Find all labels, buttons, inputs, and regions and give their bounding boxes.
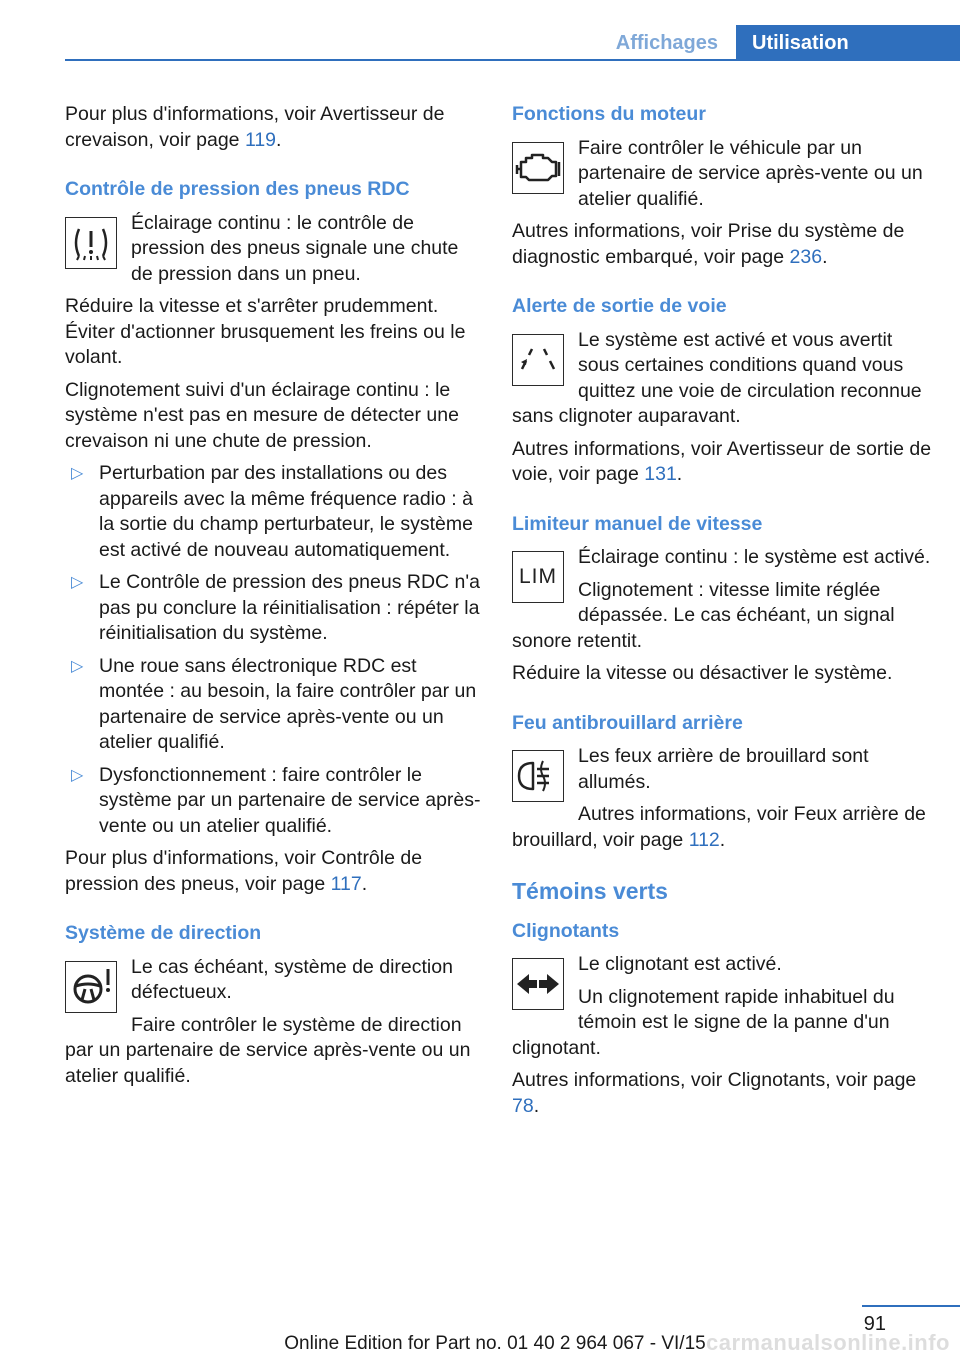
page-link[interactable]: 78 [512,1094,534,1117]
section-heading-green-indicators: Témoins verts [512,878,668,904]
right-column [512,102,932,1126]
rear-fog-light-icon [512,750,564,802]
intro-paragraph: Pour plus d'informations, voir Avertisseur de crevaison, voir page 119. [65,103,445,151]
header-rule [65,59,736,61]
section-heading-steering: Système de direction [65,922,262,944]
speed-limiter-icon [512,551,564,603]
footer-rule [862,1305,960,1307]
turn-signal-arrows-icon [512,958,564,1010]
fog-paragraph: Les feux arrière de brouillard sont allumés. [578,745,869,793]
engine-more-info: Autres informations, voir Prise du système de diagnostic embarqué, voir page 236. [512,220,905,268]
page-link[interactable]: 131 [644,463,677,485]
turn-more-info: Autres informations, voir Clignotants, voir page 78. [512,1069,917,1117]
rdc-paragraph-1: Éclairage continu : le contrôle de pression des pneus signale une chute de pression dans un pneu. [131,211,459,285]
speed-paragraph-1: Éclairage continu : le système est activé. [578,546,931,568]
list-item: ▷ Une roue sans électronique RDC est montée : au besoin, la faire contrôler par un partenaire de service après-vente ou un atelier qualifié. [71,654,477,753]
list-item: ▷ Le Contrôle de pression des pneus RDC n'a pas pu conclure la réinitialisation : répéter la réinitialisation du système. [71,571,480,644]
section-heading-lane: Alerte de sortie de voie [512,295,727,317]
list-item: ▷ Dysfonctionnement : faire contrôler le système par un partenaire de service après-vente ou un atelier qualifié. [71,763,481,837]
tab-affichages[interactable]: Affichages [615,32,718,54]
section-heading-turn: Clignotants [512,919,620,942]
edition-footer: Online Edition for Part no. 01 40 2 964 067 - VI/15 [284,1333,706,1354]
turn-paragraph-1: Le clignotant est activé. [578,953,782,975]
engine-icon [512,142,564,194]
fog-more-info: Autres informations, voir Feux arrière de brouillard, voir page 112. [512,803,926,851]
speed-paragraph-3: Réduire la vitesse ou désactiver le système. [512,662,893,684]
rdc-bullet-list [65,461,483,839]
steering-paragraph-2: Faire contrôler le système de direction par un partenaire de service après-vente ou un atelier qualifié. [65,1013,471,1087]
tab-utilisation[interactable]: Utilisation [736,25,960,61]
section-heading-engine: Fonctions du moteur [512,103,706,125]
section-heading-rdc: Contrôle de pression des pneus RDC [65,178,410,200]
left-column [65,102,483,1096]
lane-more-info: Autres informations, voir Avertisseur de sortie de voie, voir page 131. [512,437,932,485]
watermark: carmanualsonline.info [706,1330,950,1355]
list-item: ▷ Perturbation par des installations ou des appareils avec la même fréquence radio : à la sortie du champ perturbateur, le système est activé de nouveau automatiquement. [71,462,473,561]
triangle-bullet-icon: ▷ [71,465,84,482]
rdc-more-info: Pour plus d'informations, voir Contrôle de pression des pneus, voir page 117. [65,847,423,895]
rdc-paragraph-3: Clignotement suivi d'un éclairage continu : le système n'est pas en mesure de détecter une crevaison ni une chute de pression. [65,378,459,452]
steering-warning-icon [65,961,117,1013]
page-link[interactable]: 112 [688,828,720,851]
lane-departure-icon [512,334,564,386]
lane-paragraph: Le système est activé et vous avertit sous certaines conditions quand vous quittez une voie de circulation reconnue sans clignoter auparavant. [512,328,922,427]
rdc-paragraph-2: Réduire la vitesse et s'arrêter prudemment. Éviter d'actionner brusquement les freins ou le volant. [65,295,466,368]
speed-paragraph-2: Clignotement : vitesse limite réglée dépassée. Le cas échéant, un signal sonore retentit. [512,578,895,652]
section-heading-speed: Limiteur manuel de vitesse [512,512,763,535]
page-header [65,25,960,61]
tire-pressure-warning-icon [65,217,117,269]
turn-paragraph-2: Un clignotement rapide inhabituel du témoin est le signe de la panne d'un clignotant. [512,985,895,1059]
page-number: 91 [863,1313,886,1335]
triangle-bullet-icon: ▷ [71,657,84,675]
page-link[interactable]: 236 [789,245,823,268]
triangle-bullet-icon: ▷ [71,766,84,784]
section-heading-fog: Feu antibrouillard arrière [512,711,743,734]
speed-limiter-icon-label: LIM [518,565,557,589]
page-link[interactable]: 119 [244,128,277,151]
page-link[interactable]: 117 [330,872,362,895]
steering-paragraph-1: Le cas échéant, système de direction défectueux. [131,955,453,1003]
engine-paragraph: Faire contrôler le véhicule par un partenaire de service après-vente ou un atelier qualifié. [578,136,923,210]
triangle-bullet-icon: ▷ [71,574,84,591]
